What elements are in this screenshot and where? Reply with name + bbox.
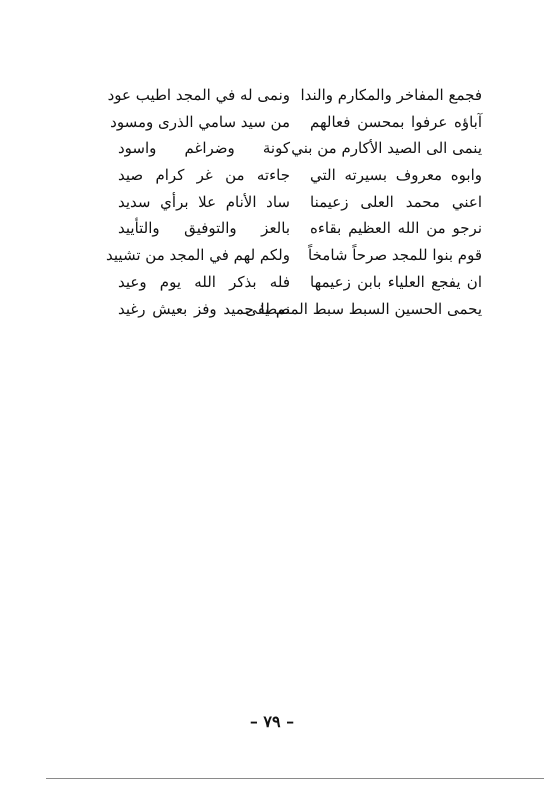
hemistich-second: ساد الأنام علا برأي سديد bbox=[118, 192, 290, 211]
verse bbox=[107, 82, 482, 109]
hemistich-first: نرجو من الله العظيم بقاءه bbox=[310, 219, 482, 238]
poem-block bbox=[106, 82, 482, 322]
hemistich-second: جاءته من غر كرام صيد bbox=[118, 166, 290, 185]
verse bbox=[118, 162, 482, 189]
hemistich-first: ينمى الى الصيد الأكارم من بني bbox=[291, 139, 482, 158]
hemistich-second: فله بذكر الله يوم وعيد bbox=[118, 272, 290, 291]
bottom-rule bbox=[46, 778, 544, 779]
hemistich-second: نم يا حميد وفز بعيش رغيد bbox=[118, 299, 290, 318]
verse bbox=[106, 242, 482, 269]
hemistich-first: فجمع المفاخر والمكارم والندا bbox=[300, 86, 482, 104]
hemistich-first: يحمى الحسين السبط سبط المصطفى bbox=[245, 299, 482, 318]
hemistich-first: آباؤه عرفوا بمحسن فعالهم bbox=[310, 112, 482, 131]
hemistich-first: ان يفجع العلياء بابن زعيمها bbox=[310, 272, 482, 291]
hemistich-first: قوم بنوا للمجد صرحاً شامخاً bbox=[308, 246, 482, 265]
hemistich-first: اعني محمد العلى زعيمنا bbox=[310, 192, 482, 211]
verse bbox=[118, 189, 482, 216]
verse bbox=[118, 135, 482, 162]
hemistich-second: بالعز والتوفيق والتأييد bbox=[118, 219, 290, 238]
page-number: – ٧٩ – bbox=[249, 712, 295, 731]
hemistich-first: وابوه معروف بسيرته التي bbox=[310, 166, 482, 185]
verse bbox=[118, 215, 482, 242]
verse bbox=[118, 296, 482, 323]
hemistich-second: ولكم لهم في المجد من تشييد bbox=[106, 246, 290, 265]
hemistich-second: ونمى له في المجد اطيب عود bbox=[107, 86, 290, 104]
hemistich-second: من سيد سامي الذرى ومسود bbox=[110, 112, 290, 131]
hemistich-second: كونة وضراغم واسود bbox=[118, 139, 290, 158]
verse bbox=[110, 109, 482, 136]
verse bbox=[118, 269, 482, 296]
